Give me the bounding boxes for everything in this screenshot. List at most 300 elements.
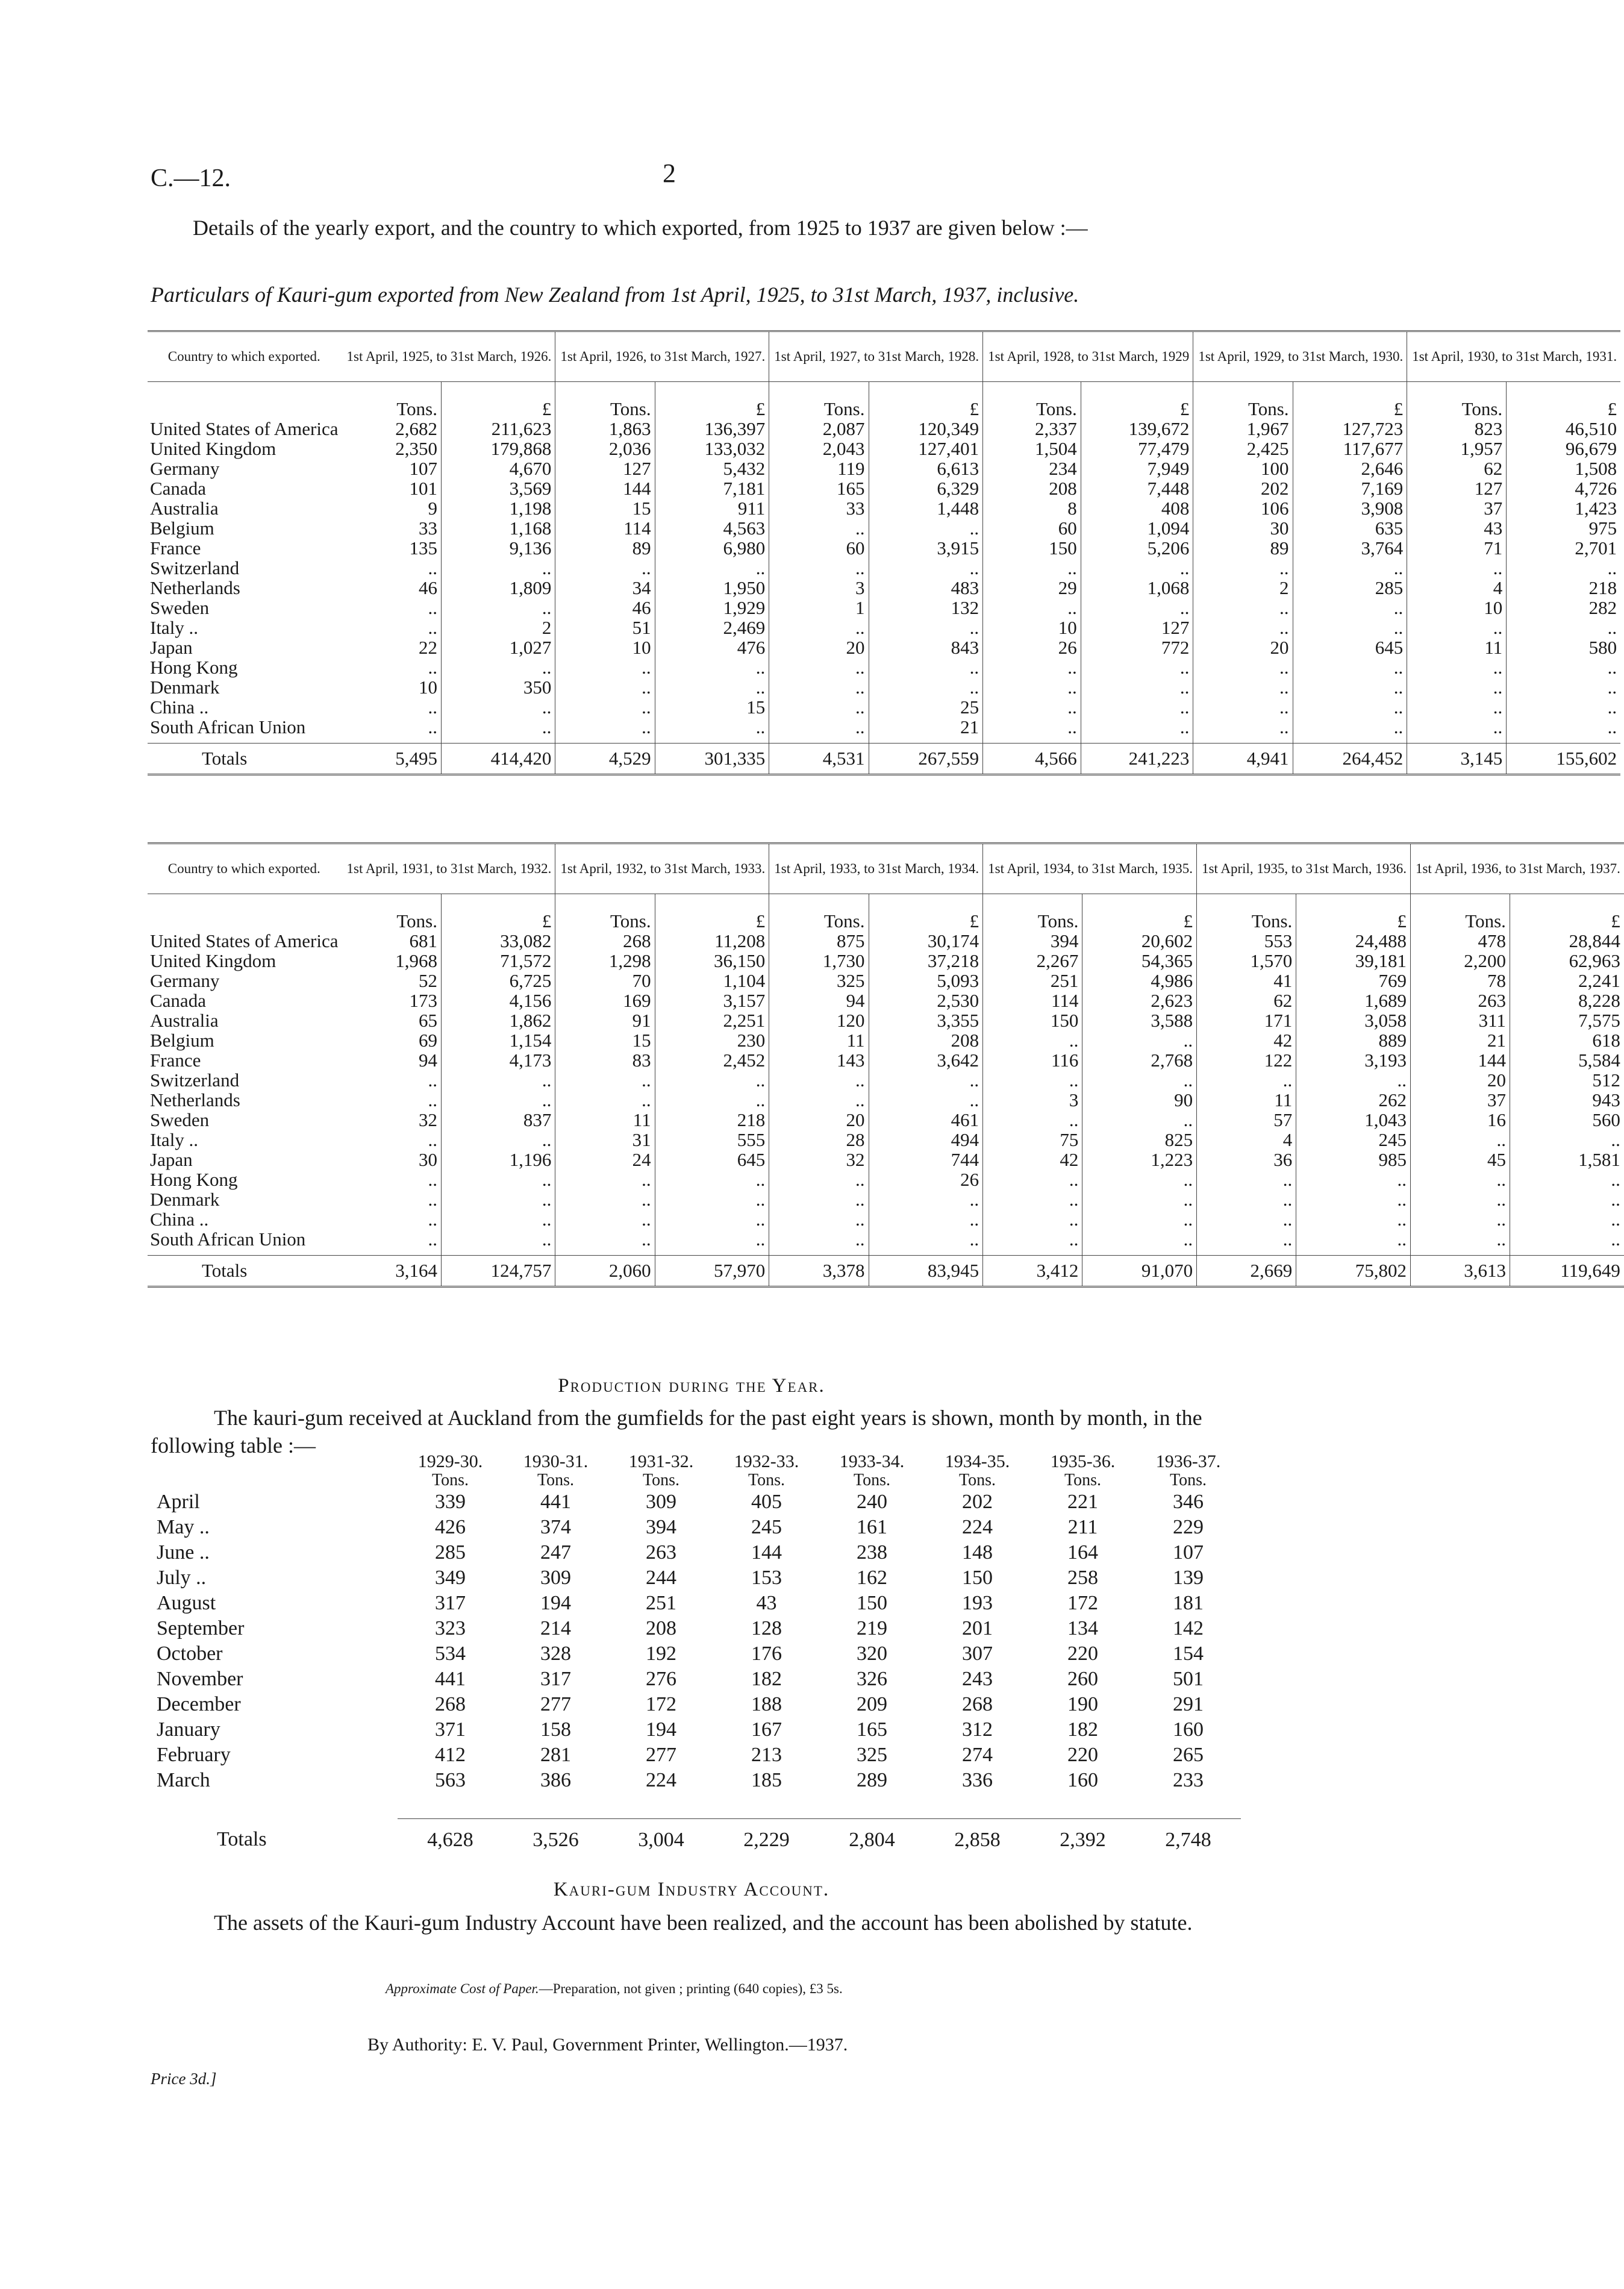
tons-value: 441 (540, 1491, 571, 1513)
tons-value: 15 (555, 1030, 655, 1050)
tons-value: 20 (1193, 637, 1293, 657)
pounds-value: 7,949 (1081, 459, 1193, 478)
tons-value: 62 (1407, 459, 1507, 478)
pounds-value: 3,908 (1293, 498, 1407, 518)
total-pounds: 91,070 (1082, 1255, 1197, 1286)
pounds-value: 1,168 (441, 518, 555, 538)
tons-value: 143 (769, 1050, 869, 1070)
pounds-value: 975 (1588, 518, 1617, 539)
tons-value: .. (769, 717, 869, 737)
pounds-value: 494 (869, 1130, 983, 1150)
spacer-cell (555, 737, 655, 743)
tons-value: 169 (555, 991, 655, 1010)
tons-value: 31 (555, 1130, 655, 1150)
year-header: 1929-30. (417, 1451, 483, 1471)
tons-value: 192 (646, 1642, 676, 1665)
tons-value: 172 (646, 1693, 676, 1715)
table-row (148, 1010, 1624, 1030)
tons-value: 2,087 (769, 419, 869, 439)
pounds-value: 127,723 (1293, 419, 1407, 439)
tons-value: 150 (857, 1592, 887, 1614)
tons-value: 165 (769, 478, 869, 498)
spacer-cell (655, 1249, 769, 1255)
period-header: 1st April, 1925, to 31st March, 1926. (342, 331, 555, 382)
unit-label-tons: Tons. (1410, 894, 1510, 932)
unit-label-pounds: £ (441, 382, 555, 419)
tons-value: 24 (555, 1150, 655, 1170)
unit-label-pounds: £ (1082, 894, 1197, 932)
tons-value: 325 (857, 1744, 887, 1766)
tons-value: 160 (1173, 1718, 1204, 1741)
total-pounds: 241,223 (1081, 743, 1193, 774)
tons-value: 478 (1410, 931, 1510, 951)
tons-value: 238 (857, 1541, 887, 1564)
tons-value: 194 (540, 1592, 571, 1614)
tons-value: 274 (962, 1744, 993, 1766)
country-name: Canada (150, 990, 206, 1011)
table-row (148, 951, 1624, 971)
tons-value: .. (983, 657, 1081, 677)
tons-value: 33 (769, 498, 869, 518)
tons-value: 116 (983, 1050, 1082, 1070)
unit-row (157, 1471, 1241, 1489)
pounds-value: 4,173 (441, 1050, 555, 1070)
pounds-value: 769 (1296, 971, 1411, 991)
pounds-value: 645 (655, 1150, 769, 1170)
pounds-value: 5,093 (869, 971, 983, 991)
tons-value: 89 (555, 538, 655, 558)
tons-value: 185 (751, 1769, 782, 1791)
pounds-value: 20,602 (1082, 931, 1197, 951)
total-tons: 3,378 (769, 1255, 869, 1286)
tons-value: 176 (751, 1642, 782, 1665)
pounds-value: .. (1296, 1170, 1411, 1189)
tons-value: .. (769, 697, 869, 717)
pounds-value: 985 (1296, 1150, 1411, 1170)
tons-value: 247 (540, 1541, 571, 1564)
pounds-value: .. (655, 657, 769, 677)
pounds-value: .. (869, 677, 983, 697)
unit-label-pounds: £ (655, 894, 769, 932)
spacer-cell (441, 737, 555, 743)
tons-value: 220 (1067, 1744, 1098, 1766)
pounds-value: .. (441, 697, 555, 717)
pounds-value: 7,181 (655, 478, 769, 498)
table-row (148, 1170, 1624, 1189)
tons-value: 122 (1197, 1050, 1296, 1070)
pounds-value: .. (1611, 1189, 1620, 1210)
pounds-value: .. (1611, 1169, 1620, 1190)
tons-value: 70 (555, 971, 655, 991)
table-row (148, 478, 1620, 498)
unit-label-tons: Tons. (983, 894, 1082, 932)
tons-value: .. (342, 697, 442, 717)
pounds-value: 635 (1293, 518, 1407, 538)
tons-value: 3 (983, 1090, 1082, 1110)
tons-value: .. (1410, 1209, 1510, 1229)
pounds-value: 117,677 (1293, 439, 1407, 459)
spacer-cell (342, 1249, 442, 1255)
tons-value: .. (555, 1090, 655, 1110)
pounds-value: .. (441, 1070, 555, 1090)
table-row (157, 1591, 1241, 1616)
tons-value: 164 (1067, 1541, 1098, 1564)
tons-value: 251 (983, 971, 1082, 991)
pounds-value: .. (655, 1170, 769, 1189)
spacer-cell (1407, 737, 1507, 743)
tons-value: .. (769, 518, 869, 538)
tons-value: .. (342, 598, 442, 618)
totals-label: Totals (217, 1828, 267, 1851)
spacer-cell (1081, 737, 1193, 743)
tons-value: 2,267 (983, 951, 1082, 971)
total-rule (1135, 1793, 1241, 1818)
unit-label: Tons. (748, 1471, 785, 1489)
tons-value: .. (769, 558, 869, 578)
pounds-value: .. (441, 1189, 555, 1209)
unit-label-pounds: £ (869, 382, 983, 419)
tons-value: 311 (1410, 1010, 1510, 1030)
country-name: Netherlands (150, 1089, 240, 1110)
table-row (148, 1030, 1624, 1050)
unit-label-pounds: £ (1081, 382, 1193, 419)
pounds-value: 3,569 (441, 478, 555, 498)
country-name: Hong Kong (150, 657, 238, 678)
year-header: 1934-35. (945, 1451, 1010, 1471)
tons-value: 30 (342, 1150, 442, 1170)
spacer-cell (869, 1249, 983, 1255)
tons-value: 9 (342, 498, 442, 518)
table-row (148, 697, 1620, 717)
country-name: Switzerland (150, 557, 240, 578)
tons-value: 2,350 (342, 439, 442, 459)
pounds-value: .. (655, 677, 769, 697)
unit-label: Tons. (642, 1471, 680, 1489)
tons-value: 233 (1173, 1769, 1204, 1791)
tons-value: 37 (1410, 1090, 1510, 1110)
tons-value: 1,504 (983, 439, 1081, 459)
pounds-value: 2,530 (869, 991, 983, 1010)
tons-value: 244 (646, 1567, 676, 1589)
total-tons: 3,526 (532, 1828, 579, 1851)
year-header: 1931-32. (628, 1451, 694, 1471)
year-header: 1936-37. (1155, 1451, 1221, 1471)
total-tons: 4,941 (1193, 743, 1293, 774)
country-name: South African Union (150, 716, 306, 737)
country-name: Switzerland (150, 1069, 240, 1091)
pounds-value: 62,963 (1569, 950, 1620, 971)
pounds-value: .. (1607, 617, 1617, 638)
tons-value: 65 (342, 1010, 442, 1030)
country-name: Belgium (150, 518, 214, 539)
pounds-value: 30,174 (869, 931, 983, 951)
pounds-value: 133,032 (655, 439, 769, 459)
pounds-value: 245 (1296, 1130, 1411, 1150)
tons-value: 150 (962, 1567, 993, 1589)
tons-value: .. (983, 1110, 1082, 1130)
unit-label-pounds: £ (869, 894, 983, 932)
table-row (148, 498, 1620, 518)
tons-value: 51 (555, 618, 655, 637)
pounds-value: 127,401 (869, 439, 983, 459)
tons-value: 317 (435, 1592, 466, 1614)
tons-value: .. (1197, 1189, 1296, 1209)
tons-value: 2,337 (983, 419, 1081, 439)
country-name: Belgium (150, 1030, 214, 1051)
tons-value: 1,957 (1407, 439, 1507, 459)
unit-label-pounds: £ (441, 894, 555, 932)
tons-value: .. (769, 1090, 869, 1110)
year-header: 1932-33. (734, 1451, 799, 1471)
tons-value: 11 (1197, 1090, 1296, 1110)
unit-label: Tons. (853, 1471, 891, 1489)
pounds-value: .. (1082, 1030, 1197, 1050)
tons-value: 317 (540, 1668, 571, 1690)
tons-value: 107 (342, 459, 442, 478)
pounds-value: 24,488 (1296, 931, 1411, 951)
tons-value: 202 (1193, 478, 1293, 498)
pounds-value: .. (441, 1090, 555, 1110)
pounds-value: 1,508 (1575, 458, 1617, 479)
tons-value: 128 (751, 1617, 782, 1639)
unit-label: Tons. (1169, 1471, 1207, 1489)
tons-value: .. (769, 1170, 869, 1189)
tons-value: 374 (540, 1516, 571, 1538)
pounds-value: 408 (1081, 498, 1193, 518)
country-name: United States of America (150, 418, 339, 439)
table-row (148, 677, 1620, 697)
tons-value: 875 (769, 931, 869, 951)
pounds-value: .. (1293, 618, 1407, 637)
tons-value: 229 (1173, 1516, 1204, 1538)
unit-label-tons: Tons. (342, 382, 442, 419)
pounds-value: 580 (1588, 637, 1617, 658)
tons-value: 2,200 (1410, 951, 1510, 971)
tons-value: .. (555, 1229, 655, 1249)
tons-value: .. (1193, 558, 1293, 578)
totals-row (157, 1818, 1241, 1861)
pounds-value: .. (1611, 1209, 1620, 1230)
tons-value: 1,968 (342, 951, 442, 971)
pounds-value: 1,068 (1081, 578, 1193, 598)
total-tons: 2,748 (1165, 1828, 1211, 1851)
period-header: 1st April, 1929, to 31st March, 1930. (1193, 331, 1407, 382)
price-note: Price 3d.] (151, 2070, 217, 2088)
tons-value: .. (1193, 598, 1293, 618)
pounds-value: .. (1082, 1070, 1197, 1090)
country-name: Netherlands (150, 577, 240, 598)
tons-value: 2,425 (1193, 439, 1293, 459)
total-tons: 3,613 (1410, 1255, 1510, 1286)
tons-value: .. (555, 1189, 655, 1209)
unit-label: Tons. (958, 1471, 996, 1489)
pounds-value: 4,670 (441, 459, 555, 478)
total-pounds: 414,420 (441, 743, 555, 774)
tons-value: 69 (342, 1030, 442, 1050)
pounds-value: .. (655, 1189, 769, 1209)
page-number: 2 (663, 158, 676, 188)
total-tons: 2,392 (1060, 1828, 1106, 1851)
unit-row-spacer (157, 1471, 398, 1489)
tons-value: 349 (435, 1567, 466, 1589)
country-name: South African Union (150, 1229, 306, 1250)
table-row (148, 439, 1620, 459)
unit-label-tons: Tons. (1407, 382, 1507, 419)
tons-value: .. (1197, 1229, 1296, 1249)
pounds-value: .. (441, 657, 555, 677)
tons-value: 101 (342, 478, 442, 498)
table-row (148, 931, 1624, 951)
tons-value: 193 (962, 1592, 993, 1614)
tons-value: 325 (769, 971, 869, 991)
pounds-value: 3,915 (869, 538, 983, 558)
pounds-value: 843 (869, 637, 983, 657)
tons-value: 134 (1067, 1617, 1098, 1639)
tons-value: 289 (857, 1769, 887, 1791)
pounds-value: 3,157 (655, 991, 769, 1010)
pounds-value: 4,726 (1575, 478, 1617, 499)
year-header: 1933-34. (839, 1451, 905, 1471)
pounds-value: .. (1081, 558, 1193, 578)
tons-value: 326 (857, 1668, 887, 1690)
tons-value: 263 (646, 1541, 676, 1564)
tons-value: .. (1197, 1070, 1296, 1090)
table-row (148, 1229, 1624, 1249)
spacer-cell (1293, 737, 1407, 743)
pounds-value: .. (1293, 697, 1407, 717)
spacer-cell (148, 737, 342, 743)
tons-value: .. (983, 1030, 1082, 1050)
tons-value: .. (1407, 618, 1507, 637)
tons-value: 107 (1173, 1541, 1204, 1564)
month-name: January (157, 1718, 220, 1741)
pounds-value: .. (869, 1209, 983, 1229)
tons-value: 251 (646, 1592, 676, 1614)
tons-value: 219 (857, 1617, 887, 1639)
total-pounds: 267,559 (869, 743, 983, 774)
table-row (148, 1150, 1624, 1170)
total-pounds: 301,335 (655, 743, 769, 774)
tons-value: .. (555, 1070, 655, 1090)
pounds-value: .. (1607, 557, 1617, 578)
tons-value: 501 (1173, 1668, 1204, 1690)
pounds-value: .. (1611, 1229, 1620, 1250)
tons-value: 171 (1197, 1010, 1296, 1030)
pounds-value: .. (1293, 677, 1407, 697)
tons-value: 208 (983, 478, 1081, 498)
total-tons: 4,566 (983, 743, 1081, 774)
period-header: 1st April, 1928, to 31st March, 1929 (983, 331, 1193, 382)
period-header: 1st April, 1935, to 31st March, 1936. (1197, 844, 1411, 894)
tons-value: 371 (435, 1718, 466, 1741)
pounds-value: 2,646 (1293, 459, 1407, 478)
tons-value: 553 (1197, 931, 1296, 951)
tons-value: 1,967 (1193, 419, 1293, 439)
tons-value: .. (1193, 677, 1293, 697)
tons-value: 22 (342, 637, 442, 657)
pounds-value: 4,156 (441, 991, 555, 1010)
total-tons: 5,495 (342, 743, 442, 774)
cost-label: Approximate Cost of Paper. (386, 1981, 539, 1996)
period-header: 1st April, 1930, to 31st March, 1931. (1407, 331, 1620, 382)
tons-value: 144 (555, 478, 655, 498)
tons-value: 150 (983, 1010, 1082, 1030)
tons-value: 43 (1407, 518, 1507, 538)
country-name: Japan (150, 1149, 193, 1170)
spacer-cell (1410, 1249, 1510, 1255)
country-name: Australia (150, 498, 219, 519)
pounds-value: 179,868 (441, 439, 555, 459)
tons-value: .. (983, 677, 1081, 697)
month-name: October (157, 1642, 223, 1665)
pounds-value: 218 (655, 1110, 769, 1130)
table-row (157, 1667, 1241, 1692)
spacer-cell (1296, 1249, 1411, 1255)
pounds-value: .. (1607, 677, 1617, 698)
tons-value: .. (769, 1209, 869, 1229)
tons-value: 563 (435, 1769, 466, 1791)
cost-note (386, 1981, 843, 1997)
tons-value: 3 (769, 578, 869, 598)
unit-label-tons: Tons. (983, 382, 1081, 419)
tons-value: 309 (646, 1491, 676, 1513)
pounds-value: 483 (869, 578, 983, 598)
pounds-value: 1,094 (1081, 518, 1193, 538)
month-name: May .. (157, 1516, 210, 1538)
tons-value: 173 (342, 991, 442, 1010)
tons-value: 46 (342, 578, 442, 598)
tons-value: .. (1193, 717, 1293, 737)
unit-label: Tons. (1064, 1471, 1102, 1489)
tons-value: 144 (1410, 1050, 1510, 1070)
tons-value: 234 (983, 459, 1081, 478)
pounds-value: 4,563 (655, 518, 769, 538)
country-name: Italy .. (150, 1129, 199, 1150)
tons-value: .. (1193, 697, 1293, 717)
total-pounds: 124,757 (441, 1255, 555, 1286)
pounds-value: .. (441, 1209, 555, 1229)
period-header: 1st April, 1933, to 31st March, 1934. (769, 844, 983, 894)
tons-value: .. (342, 1130, 442, 1150)
pounds-value: 26 (869, 1170, 983, 1189)
month-name: December (157, 1693, 241, 1715)
tons-value: .. (342, 1090, 442, 1110)
unit-label-tons: Tons. (1197, 894, 1296, 932)
tons-value: 394 (983, 931, 1082, 951)
tons-value: 135 (342, 538, 442, 558)
pounds-value: 39,181 (1296, 951, 1411, 971)
unit-label-tons: Tons. (769, 382, 869, 419)
tons-value: .. (555, 677, 655, 697)
tons-value: 16 (1410, 1110, 1510, 1130)
spacer-cell (1510, 1249, 1623, 1255)
tons-value: 182 (751, 1668, 782, 1690)
period-header: 1st April, 1926, to 31st March, 1927. (555, 331, 769, 382)
tons-value: 32 (769, 1150, 869, 1170)
pounds-value: 560 (1592, 1109, 1620, 1130)
pounds-value: .. (1293, 598, 1407, 618)
pounds-value: 6,613 (869, 459, 983, 478)
tons-value: 10 (342, 677, 442, 697)
rule-spacer (157, 1793, 398, 1818)
pounds-value: .. (1607, 657, 1617, 678)
tons-value: 346 (1173, 1491, 1204, 1513)
pounds-value: .. (1607, 697, 1617, 718)
tons-value: 158 (540, 1718, 571, 1741)
export-table-1925-1931 (148, 330, 1620, 775)
unit-row (148, 894, 1624, 932)
tons-value: 167 (751, 1718, 782, 1741)
